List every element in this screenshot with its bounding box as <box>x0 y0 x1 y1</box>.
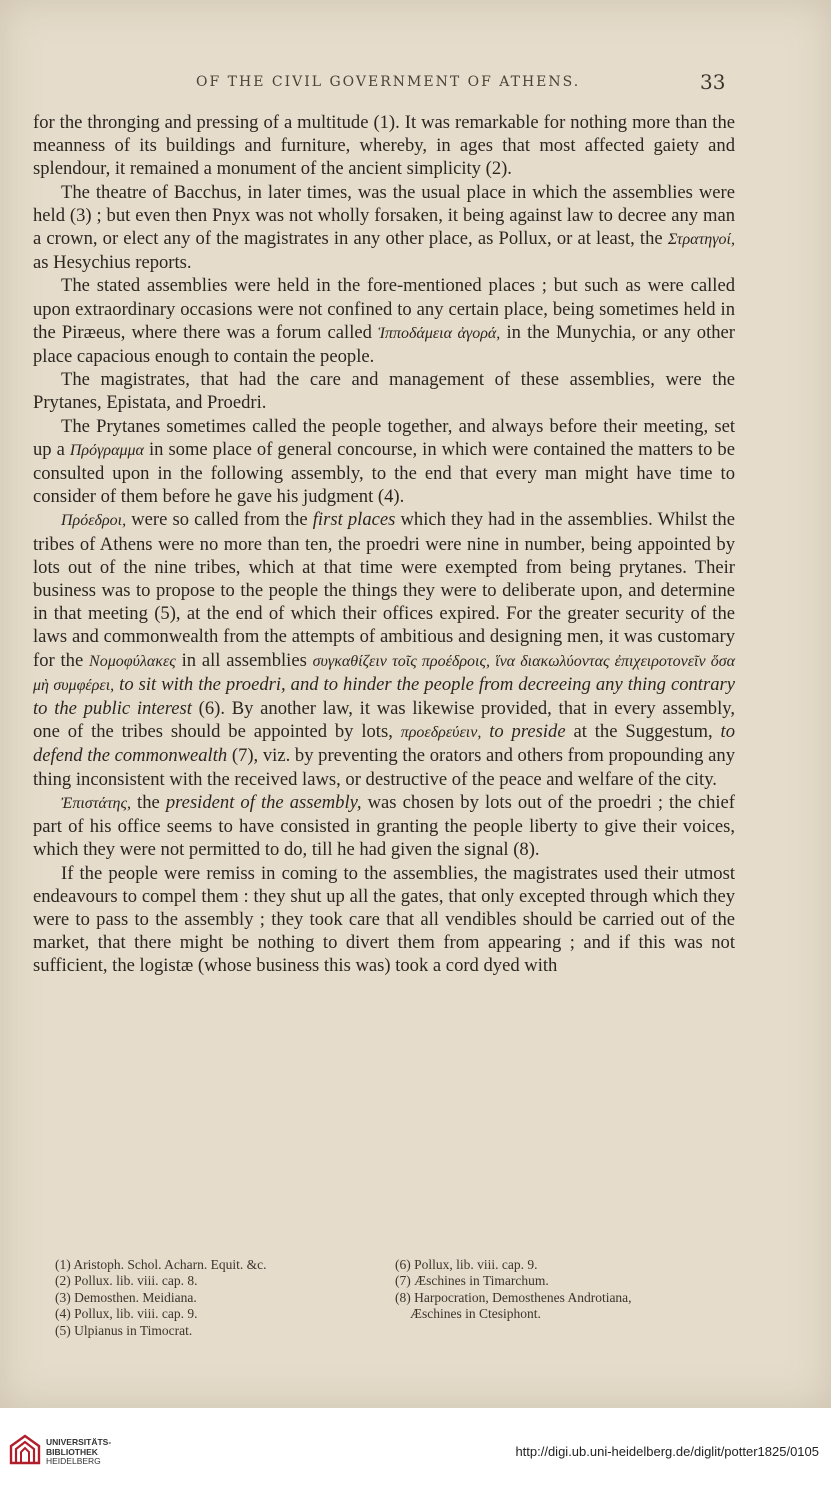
page-number: 33 <box>700 70 726 94</box>
greek-term: Ἱπποδάμεια ἀγορά, <box>378 324 501 342</box>
footnote: Æschines in Ctesiphont. <box>410 1306 541 1322</box>
paragraph-1: for the thronging and pressing of a multitude (1). It was remarkable for nothing more than the meanness of its buildings and furniture, whereby, in ages that most affected gaiety and splendour, it remained a monument of the ancient simplicity (2). <box>33 112 735 180</box>
running-title: OF THE CIVIL GOVERNMENT OF ATHENS. <box>196 74 581 90</box>
greek-term: Στρατηγοί, <box>667 231 735 249</box>
italic-phrase: first places <box>312 509 396 531</box>
footnotes-left <box>55 1257 385 1339</box>
running-head <box>0 70 831 100</box>
footnote: (4) Pollux, lib. viii. cap. 9. <box>55 1306 198 1322</box>
greek-quote: συγκαθίζειν τοῖς προέδροις, ἵνα διακωλύοντας ἐπιχειροτονεῖν ὅσα μὴ συμφέρει, <box>33 652 736 694</box>
paragraph-8: If the people were remiss in coming to the assemblies, the magistrates used their utmost endeavours to compel them : they shut up all the gates, that only excepted through which they were to pass to the assembly ; they took care that all vendibles should be carried out of the market, that there might be nothing to divert them from appearing ; and if this was not sufficient, the logistæ (whose business this was) took a cord dyed with <box>33 862 735 977</box>
footnote: (7) Æschines in Timarchum. <box>395 1273 549 1289</box>
greek-term: Πρόεδροι, <box>61 512 127 530</box>
paragraph-7: Ἐπιστάτης, the president of the assembly, was chosen by lots out of the proedri ; the chief part of his office seems to have consisted in granting the people liberty to give their voices, which they were not permitted to do, till he had given the signal (8). <box>33 791 735 861</box>
body-text <box>33 111 735 978</box>
greek-term: προεδρεύειν, <box>400 724 482 742</box>
paragraph-2: The theatre of Bacchus, in later times, was the usual place in which the assemblies were held (3) ; but even then Pnyx was not wholly forsaken, it being against law to decree any man a crown, or elect any of the magistrates in any other place, as Pollux, or at least, the Στρατηγοί, as Hesychius reports. <box>33 181 735 274</box>
footnotes-right <box>395 1257 755 1323</box>
footnote: (1) Aristoph. Schol. Acharn. Equit. &c. <box>55 1257 267 1272</box>
italic-phrase: president of the assembly, <box>165 791 362 813</box>
footnote: (2) Pollux. lib. viii. cap. 8. <box>55 1273 198 1289</box>
paragraph-3: The stated assemblies were held in the fore-mentioned places ; but such as were called upon extraordinary occasions were not confined to any certain place, being sometimes held in the Piræeus, where there was a forum called Ἱπποδάμεια ἀγορά, in the Munychia, or any other place capacious enough to contain the people. <box>33 275 735 368</box>
library-logo-icon <box>8 1432 42 1466</box>
footnote: (6) Pollux, lib. viii. cap. 9. <box>395 1257 538 1272</box>
greek-term: Ἐπιστάτης, <box>61 794 131 812</box>
italic-phrase: to sit with the proedri, and to hinder the people from decreeing any thing contrary to the public interest <box>33 673 735 720</box>
paragraph-4: The magistrates, that had the care and management of these assemblies, were the Prytanes, Epistata, and Proedri. <box>33 369 735 414</box>
greek-term: Πρόγραμμα <box>69 441 144 459</box>
source-url-link[interactable]: http://digi.ub.uni-heidelberg.de/diglit/potter1825/0105 <box>515 1444 819 1459</box>
paragraph-5: The Prytanes sometimes called the people together, and always before their meeting, set up a Πρόγραμμα in some place of general concourse, in which were contained the matters to be consulted upon in the following assembly, to the end that every man might have time to consider of them before he gave his judgment (4). <box>33 415 735 508</box>
italic-phrase: to defend the commonwealth <box>33 721 735 767</box>
footnote: (3) Demosthen. Meidiana. <box>55 1289 197 1305</box>
paragraph-6: Πρόεδροι, were so called from the first places which they had in the assemblies. Whilst the tribes of Athens were no more than ten, the proedri were nine in number, being appointed by lots out of the nine tribes, which at that time were exempted from being prytanes. Their business was to propose to the people the things they were to deliberate upon, and determine in that meeting (5), at the end of which their offices expired. For the greater security of the laws and commonwealth from the attempts of ambitious and designing men, it was customary for the Νομοφύλακες in all assemblies συγκαθίζειν τοῖς προέδροις, ἵνα διακωλύοντας ἐπιχειροτονεῖν ὅσα μὴ συμφέρει, to sit with the proedri, and to hinder the people from decreeing any thing contrary to the public interest (6). By another law, it was likewise provided, that in every assembly, one of the tribes should be appointed by lots, προεδρεύειν, to preside at the Suggestum, to defend the commonwealth (7), viz. by preventing the orators and others from propounding any thing inconsistent with the received laws, or destructive of the peace and welfare of the city. <box>33 509 736 790</box>
italic-phrase: to preside <box>489 721 566 743</box>
footer <box>0 1408 831 1492</box>
library-name: UNIVERSITÄTS- BIBLIOTHEK HEIDELBERG <box>46 1437 112 1466</box>
footnote: (8) Harpocration, Demosthenes Androtiana, <box>395 1289 632 1305</box>
footnote: (5) Ulpianus in Timocrat. <box>55 1322 193 1338</box>
greek-term: Νομοφύλακες <box>89 652 176 670</box>
